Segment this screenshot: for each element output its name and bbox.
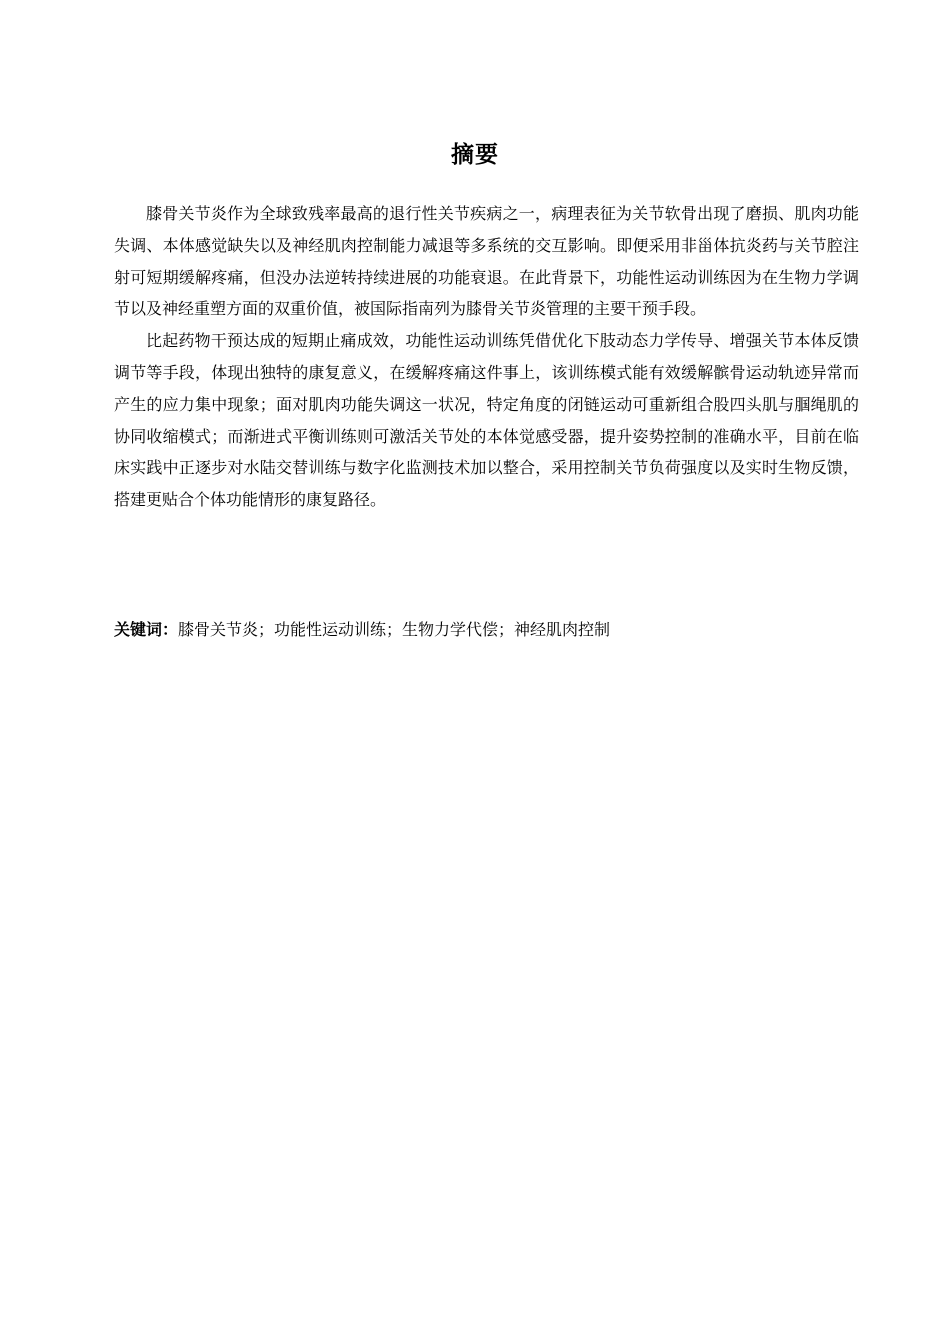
keywords-label: 关键词： xyxy=(114,620,179,639)
abstract-paragraph-1: 膝骨关节炎作为全球致残率最高的退行性关节疾病之一，病理表征为关节软骨出现了磨损、肌肉功能失调、本体感觉缺失以及神经肌肉控制能力减退等多系统的交互影响。即便采用非甾体抗炎药与关节腔注射可短期缓解疼痛，但没办法逆转持续进展的功能衰退。在此背景下，功能性运动训练因为在生物力学调节以及神经重塑方面的双重价值，被国际指南列为膝骨关节炎管理的主要干预手段。 xyxy=(114,204,859,319)
abstract-title: 摘要 xyxy=(451,142,499,168)
keywords-line xyxy=(114,614,859,645)
keywords-text: 膝骨关节炎；功能性运动训练；生物力学代偿；神经肌肉控制 xyxy=(178,620,611,639)
abstract-paragraph-2: 比起药物干预达成的短期止痛成效，功能性运动训练凭借优化下肢动态力学传导、增强关节本体反馈调节等手段，体现出独特的康复意义，在缓解疼痛这件事上，该训练模式能有效缓解髌骨运动轨迹异常而产生的应力集中现象；面对肌肉功能失调这一状况，特定角度的闭链运动可重新组合股四头肌与腘绳肌的协同收缩模式；而渐进式平衡训练则可激活关节处的本体觉感受器，提升姿势控制的准确水平，目前在临床实践中正逐步对水陆交替训练与数字化监测技术加以整合，采用控制关节负荷强度以及实时生物反馈，搭建更贴合个体功能情形的康复路径。 xyxy=(114,331,859,510)
abstract-body xyxy=(114,198,859,516)
